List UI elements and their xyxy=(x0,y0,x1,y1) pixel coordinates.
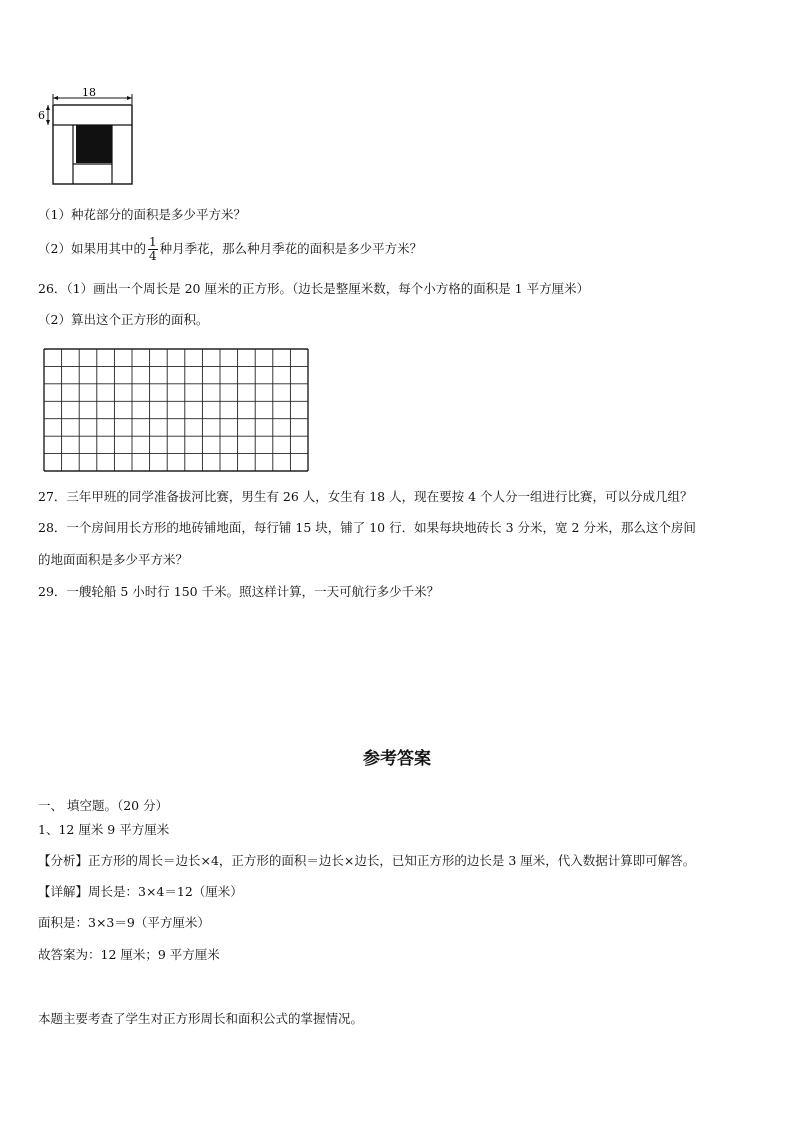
q25-part1: （1）种花部分的面积是多少平方米？ xyxy=(38,207,246,222)
fraction-numerator: 1 xyxy=(148,235,157,249)
q29: 29．一艘轮船 5 小时行 150 千米。照这样计算，一天可航行多少千米？ xyxy=(38,584,440,599)
answer-1: 1、12 厘米 9 平方厘米 xyxy=(38,822,170,837)
fraction xyxy=(148,236,158,263)
result-text: 故答案为：12 厘米；9 平方厘米 xyxy=(38,947,220,962)
q27: 27．三年甲班的同学准备拔河比赛，男生有 26 人，女生有 18 人，现在要按 4 个人分一组进行比赛，可以分成几组？ xyxy=(38,489,693,504)
q26-part1: 26．（1）画出一个周长是 20 厘米的正方形。（边长是整厘米数，每个小方格的面积是 1 平方厘米） xyxy=(38,281,590,296)
q28-line2: 的地面面积是多少平方米？ xyxy=(38,552,189,567)
answers-heading: 参考答案 xyxy=(363,749,431,769)
q25-part2-after: 种月季花，那么种月季花的面积是多少平方米？ xyxy=(159,241,423,256)
height-label: 6 xyxy=(38,109,45,122)
garden-figure xyxy=(36,88,146,186)
fraction-denominator: 4 xyxy=(148,249,157,263)
width-label: 18 xyxy=(82,88,96,99)
q25-part2-before: （2）如果用其中的 xyxy=(38,241,146,256)
q25-part2 xyxy=(38,236,422,263)
detail-text: 【详解】周长是：3×4＝12（厘米） xyxy=(38,884,243,899)
analysis-text: 【分析】正方形的周长＝边长×4，正方形的面积＝边长×边长，已知正方形的边长是 3 厘米，代入数据计算即可解答。 xyxy=(38,853,696,868)
square-grid xyxy=(42,347,310,473)
area-text: 面积是：3×3＝9（平方厘米） xyxy=(38,915,210,930)
q26-part2: （2）算出这个正方形的面积。 xyxy=(38,312,209,327)
summary-text: 本题主要考查了学生对正方形周长和面积公式的掌握情况。 xyxy=(38,1011,364,1026)
q28-line1: 28．一个房间用长方形的地砖铺地面，每行铺 15 块，铺了 10 行．如果每块地砖长 3 分米，宽 2 分米，那么这个房间 xyxy=(38,520,696,535)
section-title: 一、 填空题。（20 分） xyxy=(38,798,169,813)
flower-bed xyxy=(76,125,112,163)
